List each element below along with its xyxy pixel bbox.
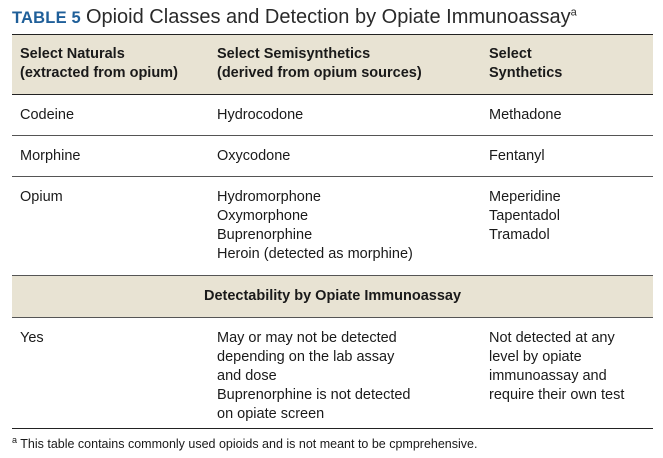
cell-line: Not detected at any [489,330,615,346]
cell-line: Methadone [489,107,562,123]
table-cell [489,188,561,245]
cell-line: Yes [20,330,44,346]
header-cell-line: Select [489,46,532,62]
table-title [12,6,577,34]
table-row [12,95,653,136]
table-cell [489,106,562,125]
header-cell-line: (extracted from opium) [20,65,178,81]
table-cell [489,329,624,405]
table-caption-text: Opioid Classes and Detection by Opiate Immunoassay [85,6,571,28]
cell-line: Buprenorphine [217,227,313,243]
table-cell [217,106,303,125]
cell-line: depending on the lab assay [217,349,395,365]
header-synthetics [489,45,562,83]
header-cell-line: Select Semisynthetics [217,46,371,62]
cell-line: Oxymorphone [217,208,309,224]
table-cell [20,106,74,125]
table-cell [20,147,80,166]
subheader-title: Detectability by Opiate Immunoassay [203,288,462,304]
footnote-text: This table contains commonly used opioids and is not meant to be cpmprehensive. [17,437,478,451]
cell-line: Buprenorphine is not detected [217,387,411,403]
cell-line: and dose [217,368,277,384]
table-row [12,136,653,177]
table-cell [217,147,290,166]
header-semisynthetics [217,45,422,83]
header-cell-line: (derived from opium sources) [217,65,422,81]
cell-line: Codeine [20,107,75,123]
title-footnote-marker: a [570,6,577,19]
table-footnote [12,434,478,451]
cell-line: level by opiate [489,349,582,365]
cell-line: Oxycodone [217,148,291,164]
table-cell [489,147,545,166]
table-cell [20,329,44,348]
cell-line: require their own test [489,387,625,403]
cell-line: Morphine [20,148,81,164]
table-header-row [12,34,653,95]
table-label: TABLE 5 [12,9,81,27]
table-row [12,177,653,276]
cell-line: on opiate screen [217,406,325,422]
footnote-marker: a [12,434,18,445]
opioid-table [12,34,653,429]
table-cell [217,329,410,424]
header-cell-line: Synthetics [489,65,563,81]
cell-line: Tramadol [489,227,550,243]
table-caption [86,6,577,28]
cell-line: Meperidine [489,189,561,205]
table-cell [217,188,413,264]
cell-line: Hydrocodone [217,107,304,123]
table-row [12,318,653,429]
cell-line: May or may not be detected [217,330,397,346]
cell-line: Fentanyl [489,148,545,164]
table-cell [20,188,63,207]
cell-line: Heroin (detected as morphine) [217,246,413,262]
header-naturals [20,45,178,83]
cell-line: Hydromorphone [217,189,321,205]
cell-line: Tapentadol [489,208,560,224]
cell-line: Opium [20,189,63,205]
detectability-subheader [12,276,653,318]
header-cell-line: Select Naturals [20,46,125,62]
cell-line: immunoassay and [489,368,607,384]
